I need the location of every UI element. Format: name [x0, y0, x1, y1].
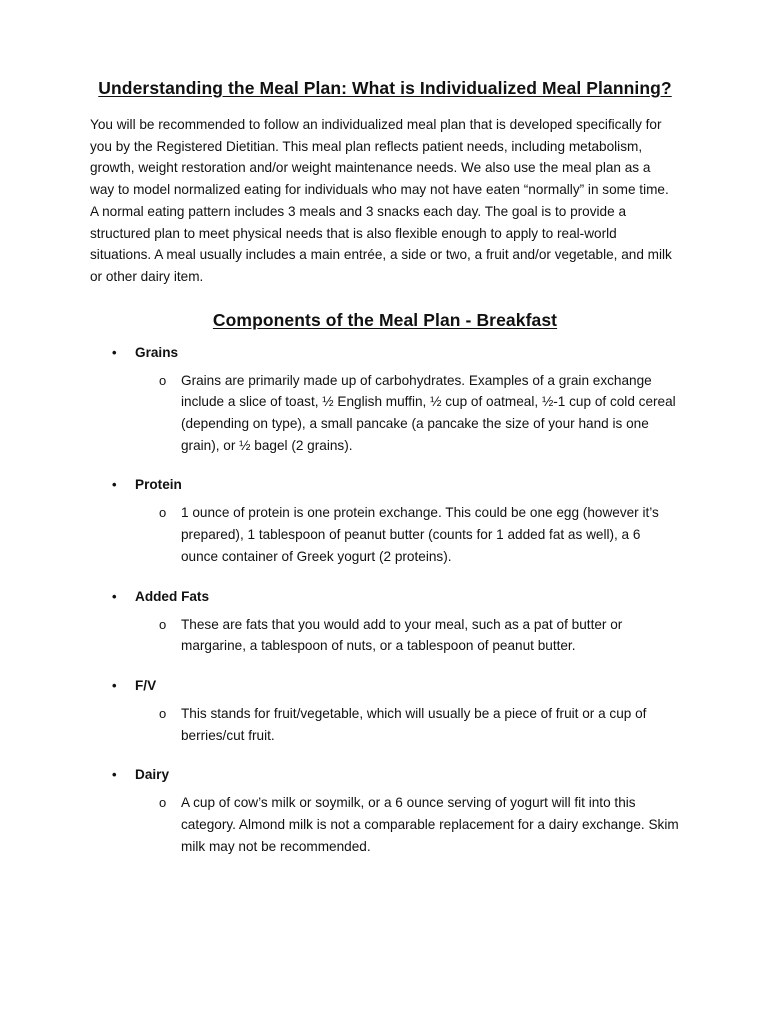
components-list [90, 342, 680, 858]
bullet-icon: • [112, 588, 117, 604]
sub-bullet-icon: o [159, 372, 167, 388]
component-text: Grains are primarily made up of carbohydrates. Examples of a grain exchange include a slice of toast, ½ English muffin, ½ cup of oatmeal, ½-1 cup of cold cereal (depending on type), a small pancake (a pancake the size of your hand is one grain), or ½ bagel (2 grains). [181, 372, 676, 453]
component-item-grains [90, 342, 680, 457]
bullet-icon: • [112, 344, 117, 360]
component-heading: Added Fats [135, 588, 210, 604]
component-description [90, 502, 680, 567]
bullet-icon: • [112, 477, 117, 493]
bullet-icon: • [112, 767, 117, 783]
component-item-added-fats [90, 586, 680, 657]
component-heading: Dairy [135, 767, 170, 783]
component-heading: Protein [135, 477, 182, 493]
component-text: This stands for fruit/vegetable, which will usually be a piece of fruit or a cup of berries/cut fruit. [181, 705, 647, 743]
component-heading: F/V [135, 677, 157, 693]
section-title: Components of the Meal Plan - Breakfast [212, 309, 558, 330]
sub-bullet-icon: o [159, 505, 167, 521]
component-description [90, 370, 680, 457]
bullet-icon: • [112, 677, 117, 693]
component-item-fruit-vegetable [90, 675, 680, 746]
component-description [90, 792, 680, 857]
sub-bullet-icon: o [159, 795, 167, 811]
component-description [90, 703, 680, 746]
component-heading: Grains [135, 344, 179, 360]
sub-bullet-icon: o [159, 705, 167, 721]
component-text: These are fats that you would add to your meal, such as a pat of butter or margarine, a tablespoon of nuts, or a tablespoon of peanut butter. [181, 616, 623, 654]
component-item-dairy [90, 764, 680, 857]
component-text: A cup of cow’s milk or soymilk, or a 6 ounce serving of yogurt will fit into this category. Almond milk is not a comparable replacement for a dairy exchange. Skim milk may not be recommended. [181, 795, 679, 854]
page-title: Understanding the Meal Plan: What is Individualized Meal Planning? [98, 78, 672, 98]
component-description [90, 614, 680, 657]
component-item-protein [90, 474, 680, 567]
sub-bullet-icon: o [159, 616, 167, 632]
component-text: 1 ounce of protein is one protein exchange. This could be one egg (however it’s prepared), 1 tablespoon of peanut butter (counts for 1 added fat as well), a 6 ounce container of Greek yogurt (2 proteins). [181, 505, 659, 564]
intro-paragraph: You will be recommended to follow an individualized meal plan that is developed specifically for you by the Registered Dietitian. This meal plan reflects patient needs, including metabolism, growth, weight restoration and/or weight maintenance needs. We also use the meal plan as a way to model normalized eating for individuals who may not have eaten “normally” in some time. A normal eating pattern includes 3 meals and 3 snacks each day. The goal is to provide a structured plan to meet physical needs that is also flexible enough to apply to real-world situations. A meal usually includes a main entrée, a side or two, a fruit and/or vegetable, and milk or other dairy item. [90, 117, 672, 284]
